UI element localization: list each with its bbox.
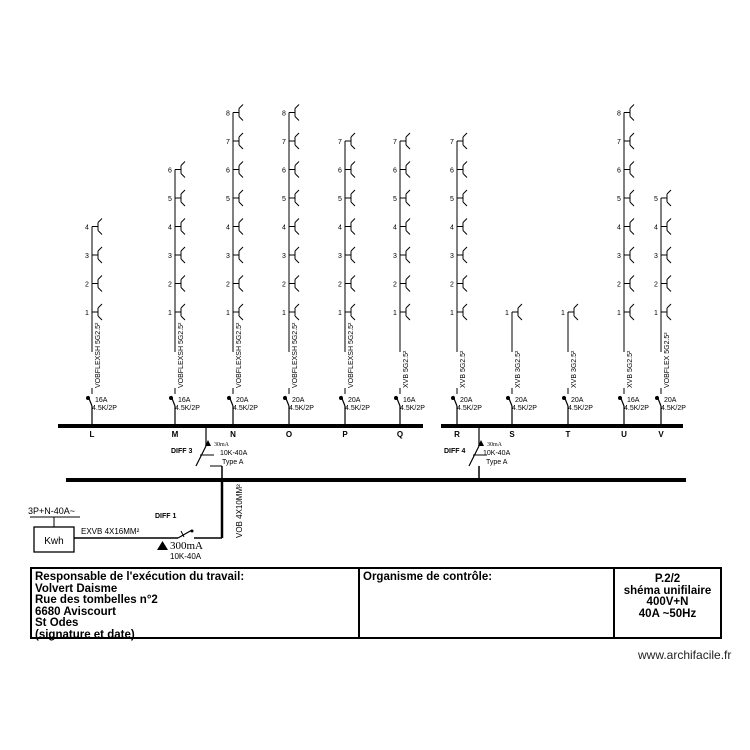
point-number: 2	[85, 281, 89, 289]
point-number: 1	[450, 310, 454, 317]
circuit-t	[561, 304, 593, 439]
point-1	[393, 304, 410, 320]
point-number: 1	[168, 310, 172, 317]
point-number: 4	[450, 224, 454, 232]
breaker-rating: 20A	[571, 397, 584, 404]
cable-label: VOBFLEXSH 5G2.5²	[292, 322, 299, 388]
point-number: 2	[282, 281, 286, 289]
responsible-cell	[32, 569, 360, 641]
cable-label: XVB 3G2.5²	[571, 350, 578, 388]
cable-label: VOBFLEXSH 5G2.5²	[236, 322, 243, 388]
cable-label: VOBFLEX 5G2.5²	[664, 332, 671, 388]
control-label: Organisme de contrôle:	[363, 571, 493, 583]
point-number: 3	[282, 253, 286, 260]
point-5	[338, 190, 355, 206]
breaker-rating: 16A	[403, 397, 416, 404]
point-5	[226, 190, 243, 206]
point-1	[338, 304, 355, 320]
main-busbar	[66, 478, 686, 482]
point-5	[617, 190, 634, 206]
diff-4-breaker: 10K-40A	[483, 450, 511, 457]
responsible-line-3: Rue des tombelles n°2	[35, 594, 158, 606]
point-number: 6	[226, 167, 230, 175]
point-1	[282, 304, 299, 320]
point-number: 3	[338, 253, 342, 260]
cable-label: VOBFLEXSH 5G2.5²	[95, 322, 102, 388]
point-number: 5	[226, 196, 230, 203]
meter-label: Kwh	[44, 536, 64, 547]
point-number: 4	[393, 224, 397, 232]
point-number: 1	[617, 310, 621, 317]
cable-label: XVB 5G2.5²	[460, 350, 467, 388]
main-breaker-label: 10K-40A	[170, 552, 202, 561]
responsible-line-2: Volvert Daisme	[35, 582, 118, 595]
point-number: 4	[168, 224, 172, 232]
circuit-branches	[85, 105, 686, 440]
point-number: 7	[393, 139, 397, 146]
point-7	[450, 133, 467, 149]
breaker-rating: 20A	[515, 397, 528, 404]
point-6	[282, 162, 299, 178]
point-number: 4	[338, 224, 342, 232]
point-number: 6	[617, 167, 621, 175]
point-7	[226, 133, 243, 149]
point-2	[450, 276, 467, 292]
riser-cable-label: VOB 4X10MM²	[235, 484, 244, 538]
point-1	[85, 304, 102, 320]
breaker-curve: 4.5K/2P	[568, 405, 593, 412]
point-7	[617, 133, 634, 149]
point-2	[226, 276, 243, 292]
point-number: 3	[654, 253, 658, 260]
title-block	[30, 567, 722, 639]
circuit-letter: M	[171, 430, 179, 439]
point-number: 1	[226, 310, 230, 317]
cable-label: VOBFLEXSH 5G2.5²	[178, 322, 185, 388]
watermark: www.archifacile.fr	[638, 648, 732, 662]
circuit-s	[505, 304, 537, 439]
point-3	[282, 247, 299, 263]
point-5	[450, 190, 467, 206]
point-number: 1	[338, 310, 342, 317]
circuit-letter: O	[285, 430, 293, 439]
point-number: 3	[226, 253, 230, 260]
circuit-letter: N	[230, 430, 236, 439]
point-2	[393, 276, 410, 292]
busbar-right	[441, 424, 683, 428]
circuit-q	[393, 133, 425, 439]
point-number: 1	[85, 310, 89, 317]
point-number: 2	[168, 281, 172, 289]
point-number: 5	[450, 196, 454, 203]
point-number: 4	[617, 224, 621, 232]
point-4	[168, 219, 185, 235]
breaker-rating: 20A	[664, 397, 677, 404]
point-number: 7	[226, 139, 230, 146]
diff-3-breaker: 10K-40A	[220, 450, 248, 457]
point-5	[654, 190, 671, 206]
control-cell	[360, 569, 615, 637]
point-2	[85, 276, 102, 292]
point-3	[617, 247, 634, 263]
point-number: 6	[450, 167, 454, 175]
point-4	[450, 219, 467, 235]
page-number: P.2/2	[654, 573, 681, 585]
breaker-curve: 4.5K/2P	[289, 405, 314, 412]
point-7	[393, 133, 410, 149]
circuit-letter: L	[89, 430, 95, 439]
main-diff-label: DIFF 1	[155, 513, 177, 520]
point-number: 6	[393, 167, 397, 175]
point-number: 5	[393, 196, 397, 203]
circuit-o	[282, 105, 314, 440]
point-2	[654, 276, 671, 292]
circuit-r	[450, 133, 482, 439]
point-3	[450, 247, 467, 263]
diff-4-rating: 30mA	[487, 442, 502, 448]
breaker-rating: 16A	[627, 397, 640, 404]
circuit-m	[168, 162, 200, 440]
point-number: 7	[617, 139, 621, 146]
busbar-left	[58, 424, 423, 428]
current-label: 40A ~50Hz	[638, 607, 697, 620]
point-number: 1	[561, 310, 565, 317]
point-4	[393, 219, 410, 235]
point-1	[226, 304, 243, 320]
diff-3-name: DIFF 3	[171, 448, 193, 455]
point-4	[282, 219, 299, 235]
diff-4-name: DIFF 4	[444, 448, 466, 455]
point-number: 2	[226, 281, 230, 289]
point-number: 5	[654, 196, 658, 203]
supply-cable-label: EXVB 4X16MM²	[81, 527, 140, 536]
residual-triangle	[157, 541, 168, 550]
point-number: 7	[450, 139, 454, 146]
point-5	[393, 190, 410, 206]
point-number: 3	[393, 253, 397, 260]
point-number: 1	[654, 310, 658, 317]
point-number: 8	[617, 110, 621, 118]
main-diff-rating: 300mA	[170, 540, 203, 552]
point-number: 3	[617, 253, 621, 260]
diff-3	[171, 428, 248, 480]
point-7	[282, 133, 299, 149]
point-number: 3	[450, 253, 454, 260]
responsible-line-4: 6680 Aviscourt	[35, 605, 116, 618]
point-4	[617, 219, 634, 235]
point-4	[338, 219, 355, 235]
circuit-letter: U	[621, 430, 627, 439]
point-number: 2	[617, 281, 621, 289]
point-number: 7	[338, 139, 342, 146]
cable-label: XVB 5G2.5²	[403, 350, 410, 388]
point-1	[168, 304, 185, 320]
circuit-u	[617, 105, 649, 440]
point-4	[226, 219, 243, 235]
point-8	[282, 105, 299, 121]
circuit-letter: Q	[396, 430, 404, 439]
point-number: 4	[282, 224, 286, 232]
breaker-curve: 4.5K/2P	[661, 405, 686, 412]
breaker-curve: 4.5K/2P	[624, 405, 649, 412]
breaker-curve: 4.5K/2P	[400, 405, 425, 412]
breaker-rating: 20A	[236, 397, 249, 404]
breaker-curve: 4.5K/2P	[92, 405, 117, 412]
point-2	[282, 276, 299, 292]
point-number: 4	[85, 224, 89, 232]
breaker-curve: 4.5K/2P	[512, 405, 537, 412]
point-number: 1	[393, 310, 397, 317]
point-number: 2	[654, 281, 658, 289]
point-8	[617, 105, 634, 121]
breaker-curve: 4.5K/2P	[175, 405, 200, 412]
point-number: 5	[282, 196, 286, 203]
circuit-p	[338, 133, 370, 439]
diff-3-type: Type A	[222, 459, 244, 466]
breaker-curve: 4.5K/2P	[233, 405, 258, 412]
point-4	[85, 219, 102, 235]
point-number: 2	[450, 281, 454, 289]
point-3	[338, 247, 355, 263]
point-2	[338, 276, 355, 292]
info-cell	[615, 569, 720, 637]
point-5	[282, 190, 299, 206]
breaker-rating: 16A	[95, 397, 108, 404]
breaker-curve: 4.5K/2P	[345, 405, 370, 412]
point-number: 4	[654, 224, 658, 232]
point-7	[338, 133, 355, 149]
point-3	[654, 247, 671, 263]
point-5	[168, 190, 185, 206]
diff-3-rating: 30mA	[214, 442, 229, 448]
point-number: 6	[282, 167, 286, 175]
point-6	[393, 162, 410, 178]
point-1	[617, 304, 634, 320]
circuit-v	[654, 190, 686, 439]
breaker-rating: 20A	[348, 397, 361, 404]
circuit-letter: V	[658, 430, 664, 439]
point-2	[168, 276, 185, 292]
point-number: 6	[338, 167, 342, 175]
point-number: 2	[393, 281, 397, 289]
circuit-n	[226, 105, 258, 440]
point-number: 4	[226, 224, 230, 232]
voltage-label: 400V+N	[646, 596, 689, 608]
breaker-rating: 20A	[292, 397, 305, 404]
supply-section	[28, 480, 244, 561]
point-3	[168, 247, 185, 263]
source-label: 3P+N-40A~	[28, 506, 76, 516]
point-6	[617, 162, 634, 178]
circuit-letter: S	[509, 430, 515, 439]
circuit-l	[85, 219, 117, 440]
point-number: 5	[617, 196, 621, 203]
point-2	[617, 276, 634, 292]
cable-label: XVB 3G2.5²	[515, 350, 522, 388]
circuit-letter: P	[342, 430, 348, 439]
point-number: 8	[226, 110, 230, 118]
point-number: 6	[168, 167, 172, 175]
point-3	[393, 247, 410, 263]
point-6	[226, 162, 243, 178]
circuit-letter: R	[454, 430, 460, 439]
responsible-line-6: (signature et date)	[35, 628, 135, 641]
breaker-rating: 16A	[178, 397, 191, 404]
point-number: 8	[282, 110, 286, 118]
diff-4-type: Type A	[486, 459, 508, 466]
point-8	[226, 105, 243, 121]
point-6	[450, 162, 467, 178]
point-number: 5	[338, 196, 342, 203]
cable-label: VOBFLEXSH 5G2.5²	[348, 322, 355, 388]
point-3	[85, 247, 102, 263]
point-number: 5	[168, 196, 172, 203]
point-number: 1	[505, 310, 509, 317]
point-6	[338, 162, 355, 178]
breaker-curve: 4.5K/2P	[457, 405, 482, 412]
point-1	[505, 304, 522, 320]
cable-label: XVB 5G2.5²	[627, 350, 634, 388]
point-1	[561, 304, 578, 320]
point-number: 2	[338, 281, 342, 289]
point-1	[450, 304, 467, 320]
document-title: shéma unifilaire	[623, 584, 712, 597]
responsible-line-5: St Odes	[35, 617, 79, 629]
responsible-line-1: Responsable de l'exécution du travail:	[35, 571, 245, 583]
point-number: 3	[168, 253, 172, 260]
point-number: 7	[282, 139, 286, 146]
point-1	[654, 304, 671, 320]
point-6	[168, 162, 185, 178]
circuit-letter: T	[565, 430, 571, 439]
point-number: 1	[282, 310, 286, 317]
point-4	[654, 219, 671, 235]
point-3	[226, 247, 243, 263]
breaker-rating: 20A	[460, 397, 473, 404]
point-number: 3	[85, 253, 89, 260]
